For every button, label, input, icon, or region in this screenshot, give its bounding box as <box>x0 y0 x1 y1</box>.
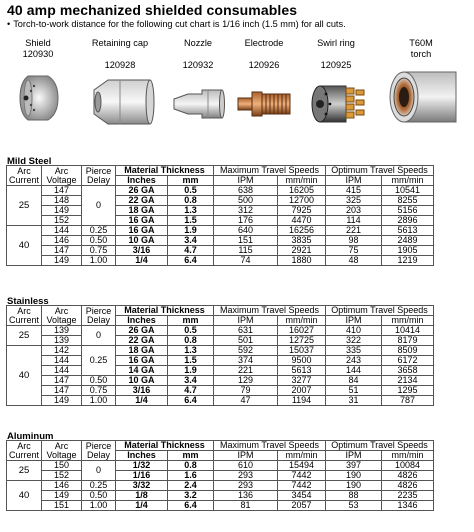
part-name: T60M <box>409 38 433 48</box>
max-mm-min-cell: 2007 <box>278 386 326 396</box>
opt-mm-min-cell: 1295 <box>382 386 434 396</box>
thickness-mm-cell: 1.6 <box>168 471 214 481</box>
header-arc-current <box>7 306 42 326</box>
thickness-mm-cell: 3.2 <box>168 491 214 501</box>
header-material-thickness: Material Thickness <box>116 306 214 316</box>
thickness-mm-cell: 4.7 <box>168 386 214 396</box>
retaining-cap-image <box>90 74 156 130</box>
table-row <box>7 471 434 481</box>
pierce-delay-cell: 0.25 <box>82 346 116 376</box>
header-ipm: IPM <box>214 176 278 186</box>
section-label: Aluminum <box>7 431 54 442</box>
arc-voltage-cell: 149 <box>42 256 82 266</box>
opt-mm-min-cell: 3658 <box>382 366 434 376</box>
table-row <box>7 236 434 246</box>
max-ipm-cell: 74 <box>214 256 278 266</box>
part-nozzle <box>170 38 226 71</box>
opt-mm-min-cell: 8179 <box>382 336 434 346</box>
arc-voltage-cell: 144 <box>42 226 82 236</box>
thickness-mm-cell: 4.7 <box>168 246 214 256</box>
arc-voltage-cell: 150 <box>42 461 82 471</box>
pierce-delay-cell: 0.50 <box>82 236 116 246</box>
header-mm-min: mm/min <box>278 451 326 461</box>
opt-ipm-cell: 221 <box>326 226 382 236</box>
thickness-inches-cell: 3/16 <box>116 386 168 396</box>
arc-current-cell: 25 <box>7 186 42 226</box>
thickness-mm-cell: 3.4 <box>168 376 214 386</box>
max-mm-min-cell: 16256 <box>278 226 326 236</box>
torch-image <box>382 64 460 130</box>
header-opt-speeds: Optimum Travel Speeds <box>326 306 434 316</box>
table-row <box>7 256 434 266</box>
header-ipm: IPM <box>214 451 278 461</box>
pierce-delay-cell: 0 <box>82 186 116 226</box>
part-number: torch <box>410 49 432 59</box>
opt-ipm-cell: 335 <box>326 346 382 356</box>
opt-ipm-cell: 243 <box>326 356 382 366</box>
thickness-mm-cell: 1.9 <box>168 366 214 376</box>
consumables-parts-row <box>0 38 474 138</box>
header-inches: Inches <box>116 316 168 326</box>
max-mm-min-cell: 1194 <box>278 396 326 406</box>
max-mm-min-cell: 3835 <box>278 236 326 246</box>
opt-ipm-cell: 75 <box>326 246 382 256</box>
thickness-mm-cell: 6.4 <box>168 396 214 406</box>
header-pierce-delay <box>82 441 116 461</box>
pierce-delay-cell: 0.75 <box>82 386 116 396</box>
header-opt-speeds: Optimum Travel Speeds <box>326 166 434 176</box>
max-mm-min-cell: 7442 <box>278 481 326 491</box>
header-mm: mm <box>168 451 214 461</box>
thickness-mm-cell: 0.8 <box>168 461 214 471</box>
table-row <box>7 491 434 501</box>
part-swirl-ring <box>304 38 368 71</box>
thickness-inches-cell: 18 GA <box>116 206 168 216</box>
arc-current-cell: 25 <box>7 461 42 481</box>
thickness-inches-cell: 1/32 <box>116 461 168 471</box>
max-mm-min-cell: 12700 <box>278 196 326 206</box>
arc-current-cell: 25 <box>7 326 42 346</box>
table-row <box>7 336 434 346</box>
table-row <box>7 396 434 406</box>
header-line: Voltage <box>46 174 77 185</box>
opt-ipm-cell: 203 <box>326 206 382 216</box>
opt-ipm-cell: 410 <box>326 326 382 336</box>
arc-voltage-cell: 146 <box>42 481 82 491</box>
max-ipm-cell: 221 <box>214 366 278 376</box>
opt-ipm-cell: 325 <box>326 196 382 206</box>
header-pierce-delay <box>82 166 116 186</box>
arc-voltage-cell: 152 <box>42 471 82 481</box>
thickness-inches-cell: 3/16 <box>116 246 168 256</box>
opt-ipm-cell: 190 <box>326 471 382 481</box>
thickness-mm-cell: 0.8 <box>168 336 214 346</box>
header-max-speeds: Maximum Travel Speeds <box>214 441 326 451</box>
header-line: Current <box>9 449 40 460</box>
header-arc-voltage <box>42 306 82 326</box>
section-label: Mild Steel <box>7 156 52 167</box>
thickness-inches-cell: 14 GA <box>116 366 168 376</box>
part-name: Retaining cap <box>91 38 149 48</box>
part-number: 120928 <box>104 60 136 70</box>
thickness-inches-cell: 1/8 <box>116 491 168 501</box>
opt-ipm-cell: 114 <box>326 216 382 226</box>
max-ipm-cell: 115 <box>214 246 278 256</box>
part-electrode <box>234 38 294 71</box>
arc-voltage-cell: 149 <box>42 206 82 216</box>
max-ipm-cell: 136 <box>214 491 278 501</box>
opt-ipm-cell: 84 <box>326 376 382 386</box>
opt-ipm-cell: 48 <box>326 256 382 266</box>
opt-mm-min-cell: 1346 <box>382 501 434 511</box>
header-line: Arc <box>17 440 31 451</box>
opt-ipm-cell: 98 <box>326 236 382 246</box>
header-line: Arc <box>17 305 31 316</box>
part-number: 120925 <box>320 60 352 70</box>
arc-current-cell: 40 <box>7 481 42 511</box>
opt-mm-min-cell: 5613 <box>382 226 434 236</box>
arc-current-cell: 40 <box>7 226 42 266</box>
header-mm-min: mm/min <box>382 176 434 186</box>
arc-voltage-cell: 149 <box>42 491 82 501</box>
thickness-mm-cell: 2.4 <box>168 481 214 491</box>
opt-ipm-cell: 144 <box>326 366 382 376</box>
thickness-inches-cell: 1/16 <box>116 471 168 481</box>
pierce-delay-cell: 0 <box>82 461 116 481</box>
max-ipm-cell: 293 <box>214 471 278 481</box>
table-row <box>7 346 434 356</box>
pierce-delay-cell: 0.50 <box>82 376 116 386</box>
header-pierce-delay <box>82 306 116 326</box>
cut-chart-table <box>6 165 434 266</box>
part-shield <box>14 38 62 60</box>
arc-voltage-cell: 147 <box>42 186 82 196</box>
max-ipm-cell: 312 <box>214 206 278 216</box>
thickness-inches-cell: 16 GA <box>116 226 168 236</box>
max-mm-min-cell: 15494 <box>278 461 326 471</box>
max-mm-min-cell: 7442 <box>278 471 326 481</box>
thickness-inches-cell: 22 GA <box>116 196 168 206</box>
thickness-mm-cell: 1.3 <box>168 346 214 356</box>
header-line: Pierce <box>85 165 112 176</box>
pierce-delay-cell: 1.00 <box>82 396 116 406</box>
max-mm-min-cell: 7925 <box>278 206 326 216</box>
table-row <box>7 206 434 216</box>
thickness-mm-cell: 6.4 <box>168 256 214 266</box>
opt-mm-min-cell: 787 <box>382 396 434 406</box>
thickness-inches-cell: 1/4 <box>116 256 168 266</box>
header-mm-min: mm/min <box>382 316 434 326</box>
max-ipm-cell: 638 <box>214 186 278 196</box>
pierce-delay-cell: 1.00 <box>82 501 116 511</box>
thickness-mm-cell: 6.4 <box>168 501 214 511</box>
header-arc-current <box>7 166 42 186</box>
opt-mm-min-cell: 2896 <box>382 216 434 226</box>
thickness-inches-cell: 3/32 <box>116 481 168 491</box>
thickness-mm-cell: 0.5 <box>168 326 214 336</box>
header-row <box>7 441 434 451</box>
max-ipm-cell: 501 <box>214 336 278 346</box>
header-max-speeds: Maximum Travel Speeds <box>214 306 326 316</box>
part-number: 120926 <box>248 60 280 70</box>
header-line: Delay <box>87 314 111 325</box>
thickness-inches-cell: 10 GA <box>116 236 168 246</box>
thickness-inches-cell: 10 GA <box>116 376 168 386</box>
max-ipm-cell: 151 <box>214 236 278 246</box>
opt-ipm-cell: 190 <box>326 481 382 491</box>
header-opt-speeds: Optimum Travel Speeds <box>326 441 434 451</box>
part-name: Swirl ring <box>317 38 355 48</box>
section-label: Stainless <box>7 296 49 307</box>
header-line: Arc <box>54 165 69 176</box>
arc-voltage-cell: 139 <box>42 326 82 336</box>
max-mm-min-cell: 2057 <box>278 501 326 511</box>
opt-mm-min-cell: 8255 <box>382 196 434 206</box>
thickness-mm-cell: 1.5 <box>168 356 214 366</box>
max-mm-min-cell: 16205 <box>278 186 326 196</box>
part-torch <box>382 38 460 60</box>
opt-ipm-cell: 88 <box>326 491 382 501</box>
max-ipm-cell: 79 <box>214 386 278 396</box>
pierce-delay-cell: 0.75 <box>82 246 116 256</box>
part-number: 120932 <box>182 60 214 70</box>
header-mm-min: mm/min <box>278 316 326 326</box>
opt-ipm-cell: 415 <box>326 186 382 196</box>
max-ipm-cell: 631 <box>214 326 278 336</box>
header-line: Current <box>9 174 40 185</box>
electrode-image <box>236 86 294 122</box>
opt-mm-min-cell: 10414 <box>382 326 434 336</box>
max-ipm-cell: 610 <box>214 461 278 471</box>
header-line: Delay <box>87 449 111 460</box>
part-number: 120930 <box>22 49 54 59</box>
opt-mm-min-cell: 2134 <box>382 376 434 386</box>
table-row <box>7 196 434 206</box>
thickness-inches-cell: 18 GA <box>116 346 168 356</box>
opt-mm-min-cell: 5156 <box>382 206 434 216</box>
opt-mm-min-cell: 1905 <box>382 246 434 256</box>
header-ipm: IPM <box>326 451 382 461</box>
opt-ipm-cell: 397 <box>326 461 382 471</box>
swirl-ring-image <box>306 82 368 126</box>
max-mm-min-cell: 5613 <box>278 366 326 376</box>
torch-distance-note: • Torch-to-work distance for the following cut chart is 1/16 inch (1.5 mm) for all cuts. <box>7 19 346 29</box>
table-row <box>7 226 434 236</box>
thickness-inches-cell: 16 GA <box>116 356 168 366</box>
max-mm-min-cell: 2921 <box>278 246 326 256</box>
pierce-delay-cell: 1.00 <box>82 256 116 266</box>
part-retaining-cap <box>82 38 158 71</box>
header-line: Arc <box>17 165 31 176</box>
header-line: Voltage <box>46 449 77 460</box>
table-row <box>7 216 434 226</box>
thickness-mm-cell: 1.9 <box>168 226 214 236</box>
max-ipm-cell: 81 <box>214 501 278 511</box>
max-ipm-cell: 293 <box>214 481 278 491</box>
header-line: Arc <box>54 305 69 316</box>
arc-voltage-cell: 147 <box>42 386 82 396</box>
header-ipm: IPM <box>326 176 382 186</box>
max-ipm-cell: 500 <box>214 196 278 206</box>
opt-ipm-cell: 53 <box>326 501 382 511</box>
header-line: Voltage <box>46 314 77 325</box>
arc-voltage-cell: 139 <box>42 336 82 346</box>
table-row <box>7 366 434 376</box>
max-mm-min-cell: 1880 <box>278 256 326 266</box>
header-row <box>7 166 434 176</box>
table-row <box>7 326 434 336</box>
opt-mm-min-cell: 2489 <box>382 236 434 246</box>
thickness-inches-cell: 26 GA <box>116 326 168 336</box>
table-row <box>7 356 434 366</box>
arc-voltage-cell: 152 <box>42 216 82 226</box>
max-mm-min-cell: 12725 <box>278 336 326 346</box>
pierce-delay-cell: 0.25 <box>82 226 116 236</box>
max-mm-min-cell: 9500 <box>278 356 326 366</box>
table-row <box>7 246 434 256</box>
max-mm-min-cell: 16027 <box>278 326 326 336</box>
max-ipm-cell: 176 <box>214 216 278 226</box>
table-row <box>7 376 434 386</box>
opt-mm-min-cell: 8509 <box>382 346 434 356</box>
cut-chart-table <box>6 440 434 511</box>
thickness-mm-cell: 3.4 <box>168 236 214 246</box>
opt-ipm-cell: 31 <box>326 396 382 406</box>
cut-chart-table <box>6 305 434 406</box>
header-material-thickness: Material Thickness <box>116 441 214 451</box>
max-ipm-cell: 640 <box>214 226 278 236</box>
max-mm-min-cell: 4470 <box>278 216 326 226</box>
header-line: Delay <box>87 174 111 185</box>
arc-voltage-cell: 142 <box>42 346 82 356</box>
arc-voltage-cell: 146 <box>42 236 82 246</box>
shield-image <box>14 68 62 126</box>
thickness-inches-cell: 26 GA <box>116 186 168 196</box>
header-inches: Inches <box>116 176 168 186</box>
thickness-mm-cell: 1.3 <box>168 206 214 216</box>
header-mm: mm <box>168 176 214 186</box>
thickness-mm-cell: 0.5 <box>168 186 214 196</box>
header-line: Pierce <box>85 305 112 316</box>
arc-voltage-cell: 148 <box>42 196 82 206</box>
arc-current-cell: 40 <box>7 346 42 406</box>
max-mm-min-cell: 15037 <box>278 346 326 356</box>
table-row <box>7 186 434 196</box>
arc-voltage-cell: 144 <box>42 356 82 366</box>
thickness-inches-cell: 22 GA <box>116 336 168 346</box>
header-inches: Inches <box>116 451 168 461</box>
header-material-thickness: Material Thickness <box>116 166 214 176</box>
arc-voltage-cell: 144 <box>42 366 82 376</box>
pierce-delay-cell: 0 <box>82 326 116 346</box>
arc-voltage-cell: 151 <box>42 501 82 511</box>
header-mm-min: mm/min <box>278 176 326 186</box>
header-row <box>7 306 434 316</box>
max-ipm-cell: 47 <box>214 396 278 406</box>
pierce-delay-cell: 0.25 <box>82 481 116 491</box>
header-line: Pierce <box>85 440 112 451</box>
thickness-inches-cell: 1/4 <box>116 501 168 511</box>
pierce-delay-cell: 0.50 <box>82 491 116 501</box>
nozzle-image <box>172 86 226 122</box>
table-row <box>7 386 434 396</box>
header-mm-min: mm/min <box>382 451 434 461</box>
max-mm-min-cell: 3454 <box>278 491 326 501</box>
part-name: Nozzle <box>183 38 213 48</box>
arc-voltage-cell: 149 <box>42 396 82 406</box>
header-arc-voltage <box>42 441 82 461</box>
max-ipm-cell: 592 <box>214 346 278 356</box>
header-mm: mm <box>168 316 214 326</box>
thickness-inches-cell: 1/4 <box>116 396 168 406</box>
table-row <box>7 481 434 491</box>
header-arc-voltage <box>42 166 82 186</box>
max-mm-min-cell: 3277 <box>278 376 326 386</box>
opt-mm-min-cell: 1219 <box>382 256 434 266</box>
header-ipm: IPM <box>326 316 382 326</box>
opt-ipm-cell: 51 <box>326 386 382 396</box>
opt-mm-min-cell: 2235 <box>382 491 434 501</box>
max-ipm-cell: 374 <box>214 356 278 366</box>
thickness-mm-cell: 1.5 <box>168 216 214 226</box>
page-title: 40 amp mechanized shielded consumables <box>7 2 298 18</box>
header-line: Arc <box>54 440 69 451</box>
opt-ipm-cell: 322 <box>326 336 382 346</box>
header-max-speeds: Maximum Travel Speeds <box>214 166 326 176</box>
opt-mm-min-cell: 10541 <box>382 186 434 196</box>
header-ipm: IPM <box>214 316 278 326</box>
table-row <box>7 501 434 511</box>
header-line: Current <box>9 314 40 325</box>
opt-mm-min-cell: 4826 <box>382 471 434 481</box>
max-ipm-cell: 129 <box>214 376 278 386</box>
arc-voltage-cell: 147 <box>42 246 82 256</box>
header-arc-current <box>7 441 42 461</box>
opt-mm-min-cell: 4826 <box>382 481 434 491</box>
part-name: Shield <box>25 38 51 48</box>
thickness-inches-cell: 16 GA <box>116 216 168 226</box>
part-name: Electrode <box>244 38 284 48</box>
table-row <box>7 461 434 471</box>
arc-voltage-cell: 147 <box>42 376 82 386</box>
thickness-mm-cell: 0.8 <box>168 196 214 206</box>
opt-mm-min-cell: 6172 <box>382 356 434 366</box>
opt-mm-min-cell: 10084 <box>382 461 434 471</box>
